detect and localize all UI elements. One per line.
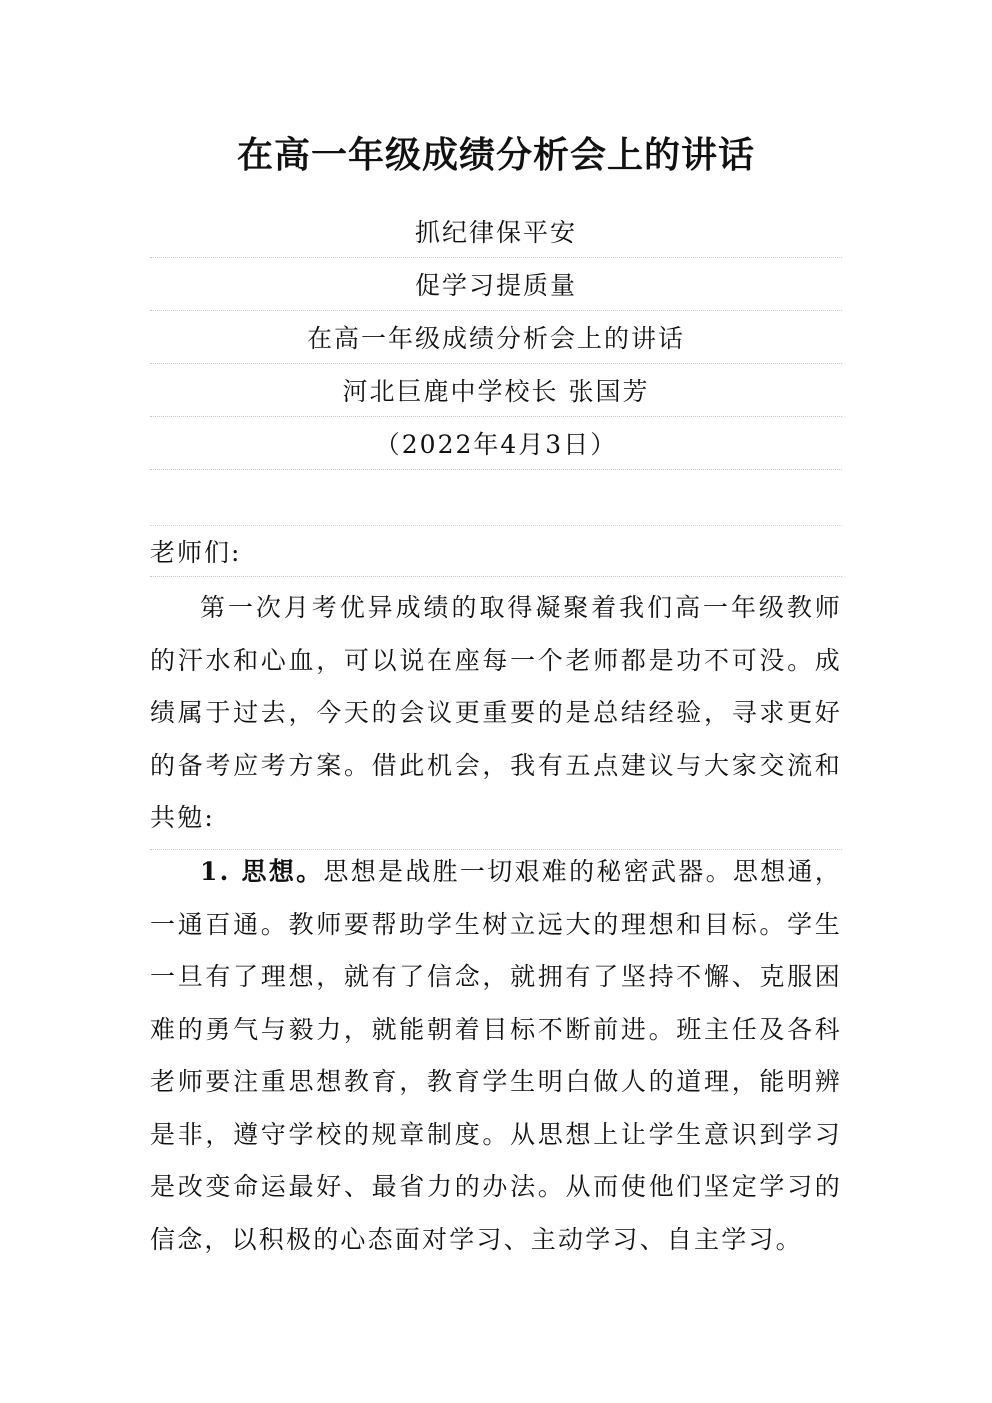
- header-line-author: 河北巨鹿中学校长 张国芳: [150, 364, 842, 417]
- header-line-subtitle: 在高一年级成绩分析会上的讲话: [150, 311, 842, 364]
- header-line-slogan-2: 促学习提质量: [150, 258, 842, 311]
- paragraph-point-1: [150, 846, 842, 1266]
- header-block: [150, 205, 842, 470]
- paragraph-intro: 第一次月考优异成绩的取得凝聚着我们高一年级教师的汗水和心血，可以说在座每一个老师都是功不可没。成绩属于过去，今天的会议更重要的是总结经验，寻求更好的备考应考方案。借此机会，我有五点建议与大家交流和共勉:: [150, 582, 842, 850]
- point-body: 思想是战胜一切艰难的秘密武器。思想通，一通百通。教师要帮助学生树立远大的理想和目标。学生一旦有了理想，就有了信念，就拥有了坚持不懈、克服困难的勇气与毅力，就能朝着目标不断前进。班主任及各科老师要注重思想教育，教育学生明白做人的道理，能明辨是非，遵守学校的规章制度。从思想上让学生意识到学习是改变命运最好、最省力的办法。从而使他们坚定学习的信念，以积极的心态面对学习、主动学习、自主学习。: [150, 857, 843, 1254]
- point-number: 1.: [200, 857, 242, 886]
- greeting: 老师们:: [150, 525, 842, 577]
- header-line-slogan-1: 抓纪律保平安: [150, 205, 842, 258]
- point-heading: 思想。: [241, 857, 324, 886]
- document-title: 在高一年级成绩分析会上的讲话: [236, 134, 755, 176]
- header-line-date: （2022年4月3日）: [150, 417, 842, 470]
